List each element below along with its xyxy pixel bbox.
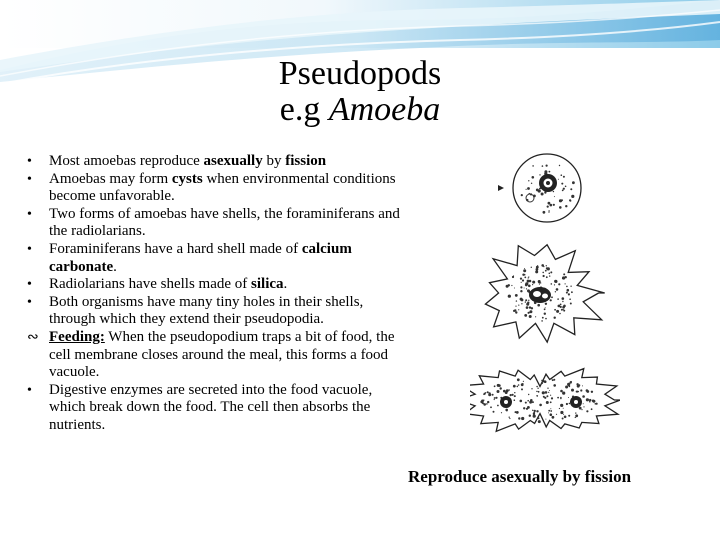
bullet-text: Most amoebas reproduce xyxy=(49,153,204,169)
figure-caption: Reproduce asexually by fission xyxy=(408,467,632,486)
bullet-dot-icon: • xyxy=(27,382,32,398)
bullet-dot-icon: • xyxy=(27,241,32,257)
bullet-symbol-icon: ∾ xyxy=(27,329,39,345)
bullet-dot-icon: • xyxy=(27,277,32,293)
bullet-text: cysts xyxy=(171,170,203,187)
slide-title xyxy=(220,56,500,128)
bullet-text: by xyxy=(262,153,286,169)
bullet-dot-icon: • xyxy=(27,206,32,222)
bullet-item xyxy=(27,276,407,294)
bullet-text: silica xyxy=(251,276,284,293)
title-genus: Amoeba xyxy=(328,91,441,128)
bullet-text: asexually xyxy=(203,153,263,169)
bullet-item xyxy=(27,241,407,276)
bullet-text: . xyxy=(113,258,117,275)
title-prefix: e.g xyxy=(279,91,321,128)
title-line-1: Pseudopods xyxy=(278,55,442,92)
bullet-item xyxy=(27,153,407,171)
bullet-text: Foraminiferans have a hard shell made of xyxy=(49,240,302,257)
bullet-item xyxy=(27,171,407,206)
bullet-text: . xyxy=(283,276,288,293)
bullet-list xyxy=(27,153,407,435)
bullet-text: Radiolarians have shells made of xyxy=(49,276,252,293)
bullet-text: Digestive enzymes are secreted into the food vacuole, which break down the food. The cell then absorbs the nutrients. xyxy=(49,381,373,433)
bullet-text: when environmental conditions become unfavorable. xyxy=(49,170,396,205)
bullet-dot-icon: • xyxy=(27,154,32,169)
bullet-text: Amoebas may form xyxy=(49,170,172,187)
bullet-item xyxy=(27,329,407,382)
bullet-text: When the pseudopodium traps a bit of food, the cell membrane closes around the meal, this forms a food vacuole. xyxy=(49,328,395,381)
title-line-2 xyxy=(220,92,500,128)
bullet-text: fission xyxy=(285,153,327,169)
bullet-text: Both organisms have many tiny holes in their shells, through which they extend their pseudopodia. xyxy=(49,293,364,328)
amoeba-round-cell xyxy=(498,154,581,222)
bullet-item xyxy=(27,206,407,241)
amoeba-fission-illustration xyxy=(470,150,620,450)
amoeba-spiky-cell xyxy=(485,245,604,342)
bullet-text: calcium carbonate xyxy=(49,240,352,275)
bullet-item xyxy=(27,294,407,329)
bullet-item xyxy=(27,382,407,435)
bullet-dot-icon: • xyxy=(27,171,32,187)
bullet-dot-icon: • xyxy=(27,294,32,310)
amoeba-dividing-cell xyxy=(470,369,620,432)
bullet-text: Two forms of amoebas have shells, the foraminiferans and the radiolarians. xyxy=(49,205,400,240)
bullet-text: Feeding: xyxy=(49,328,105,345)
